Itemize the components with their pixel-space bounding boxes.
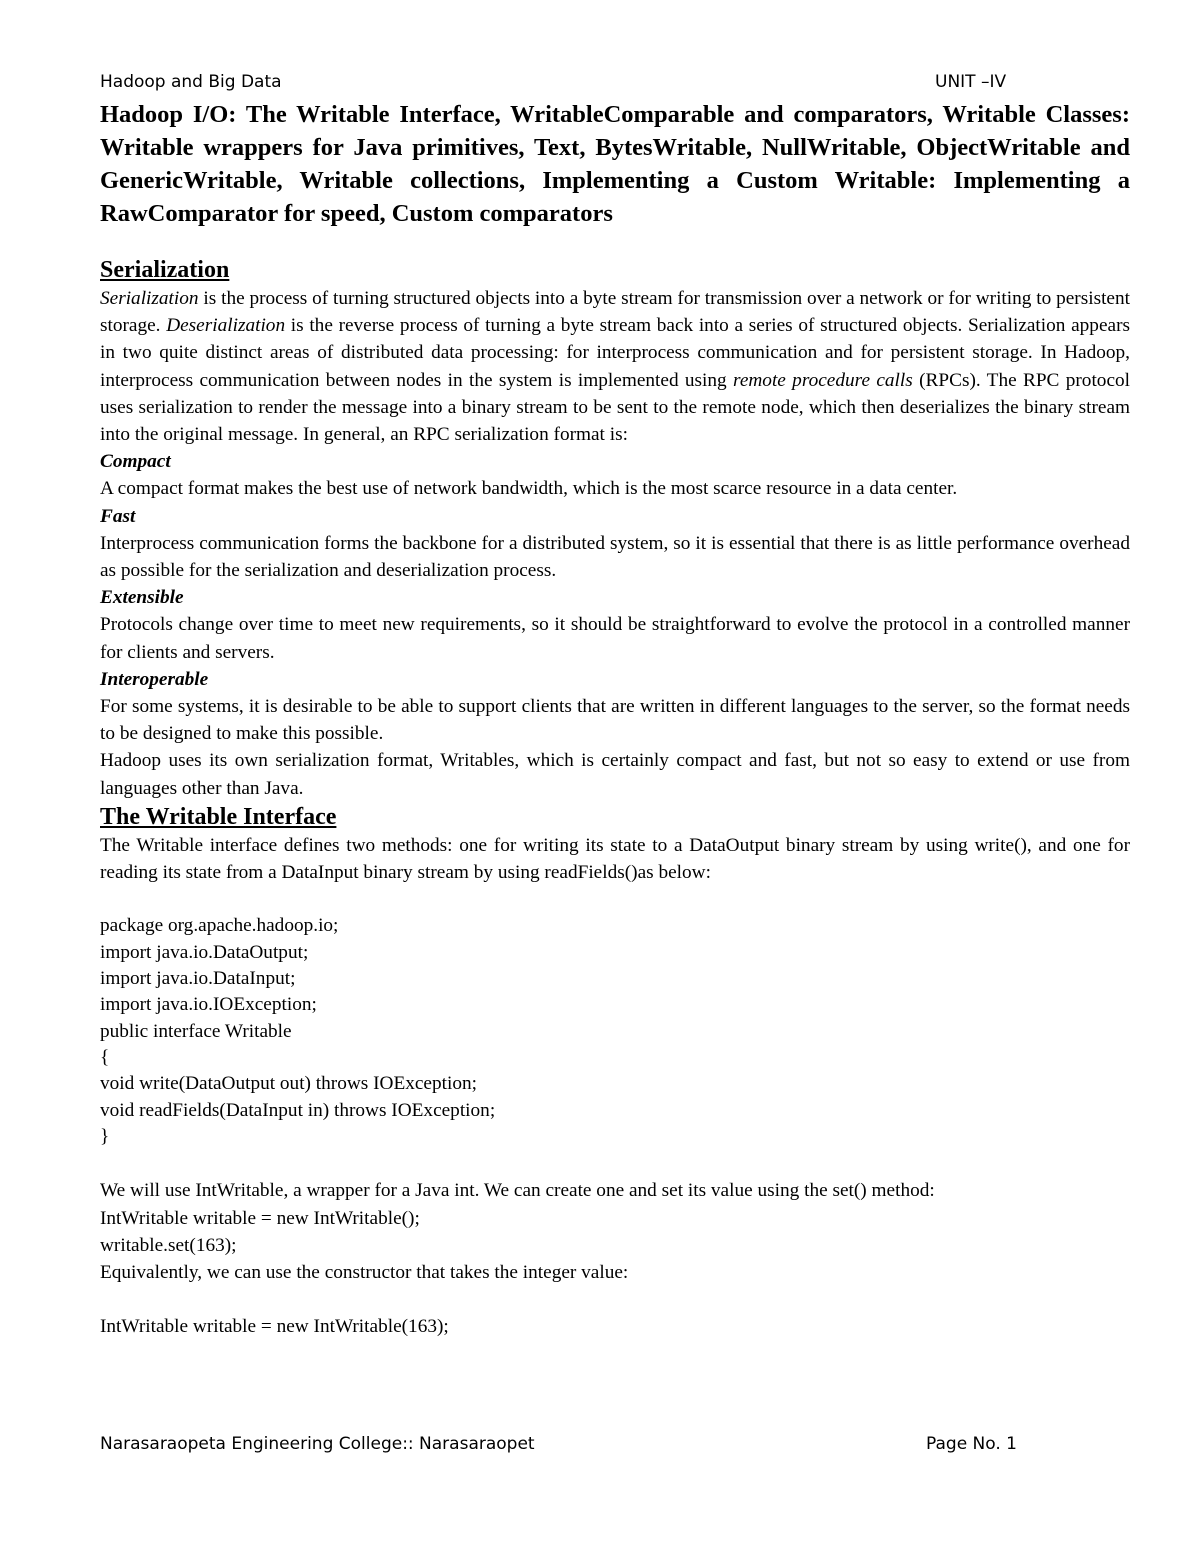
subheading-extensible: Extensible [100,587,184,609]
writable-intro: The Writable interface defines two methods: one for writing its state to a DataOutput binary stream by using write(), and one for reading its state from a DataInput binary stream by using readFields()as below: [100,834,1130,884]
term-serialization: Serialization [100,288,199,309]
page-number: Page No. 1 [926,1434,1018,1454]
code-line: public interface Writable [100,1020,292,1042]
section-heading-serialization: Serialization [100,257,230,283]
code-line: void write(DataOutput out) throws IOException; [100,1073,477,1095]
code-line: import java.io.IOException; [100,994,317,1016]
intro-text-1: is the process of turning structured objects into a byte stream for transmission over a network or for writing to persistent storage. [100,288,1130,337]
code-line: } [100,1125,110,1147]
header-right: UNIT –IV [935,72,1007,92]
code-line: IntWritable writable = new IntWritable(163); [100,1316,449,1338]
code-line: IntWritable writable = new IntWritable(); [100,1207,420,1229]
intro-text-2: is the reverse process of turning a byte stream back into a series of structured objects. Serialization appears in two quite distinct areas of distributed data processing: for interprocess communication and for persistent storage. In Hadoop, interprocess communication between nodes in the system is implemented using [100,315,1130,391]
intwritable-text: We will use IntWritable, a wrapper for a Java int. We can create one and set its value using the set() method: [100,1180,935,1202]
spacer [100,1150,1130,1177]
code-line: import java.io.DataInput; [100,968,296,990]
code-line: import java.io.DataOutput; [100,941,309,963]
subheading-fast: Fast [100,505,136,527]
spacer [100,1286,1130,1313]
term-rpc: remote procedure calls [733,369,913,391]
serialization-intro [100,285,1130,448]
constructor-text: Equivalently, we can use the constructor that takes the integer value: [100,1261,629,1283]
code-line: writable.set(163); [100,1234,237,1256]
subheading-compact: Compact [100,451,171,473]
hadoop-writables-text: Hadoop uses its own serialization format, Writables, which is certainly compact and fast, but not so easy to extend or use from languages other than Java. [100,750,1130,799]
section-heading-writable-interface: The Writable Interface [100,803,337,830]
page-content [100,98,1130,1341]
term-deserialization: Deserialization [166,315,286,337]
code-line: package org.apache.hadoop.io; [100,915,339,937]
header-left: Hadoop and Big Data [100,72,282,92]
code-line: { [100,1046,110,1068]
footer-left: Narasaraopeta Engineering College:: Narasaraopet [100,1434,535,1454]
subheading-interoperable: Interoperable [100,668,209,690]
spacer [100,886,1130,913]
extensible-text: Protocols change over time to meet new requirements, so it should be straightforward to evolve the protocol in a controlled manner for clients and servers. [100,614,1130,663]
compact-text: A compact format makes the best use of network bandwidth, which is the most scarce resource in a data center. [100,478,958,500]
fast-text: Interprocess communication forms the backbone for a distributed system, so it is essential that there is as little performance overhead as possible for the serialization and deserialization process. [100,532,1130,582]
code-block [100,913,1130,1150]
interoperable-text: For some systems, it is desirable to be able to support clients that are written in different languages to the server, so the format needs to be designed to make this possible. [100,696,1130,745]
intro-text-3: (RPCs). The RPC protocol uses serialization to render the message into a binary stream to be sent to the remote node, which then deserializes the binary stream into the original message. In general, an RPC serialization format is: [100,369,1130,446]
page-title: Hadoop I/O: The Writable Interface, WritableComparable and comparators, Writable Classes: Writable wrappers for Java primitives, Text, BytesWritable, NullWritable, ObjectWritable and GenericWritable, Writable collections, Implementing a Custom Writable: Implementing a RawComparator for speed, Custom comparators [100,101,1130,227]
code-line: void readFields(DataInput in) throws IOException; [100,1099,496,1121]
